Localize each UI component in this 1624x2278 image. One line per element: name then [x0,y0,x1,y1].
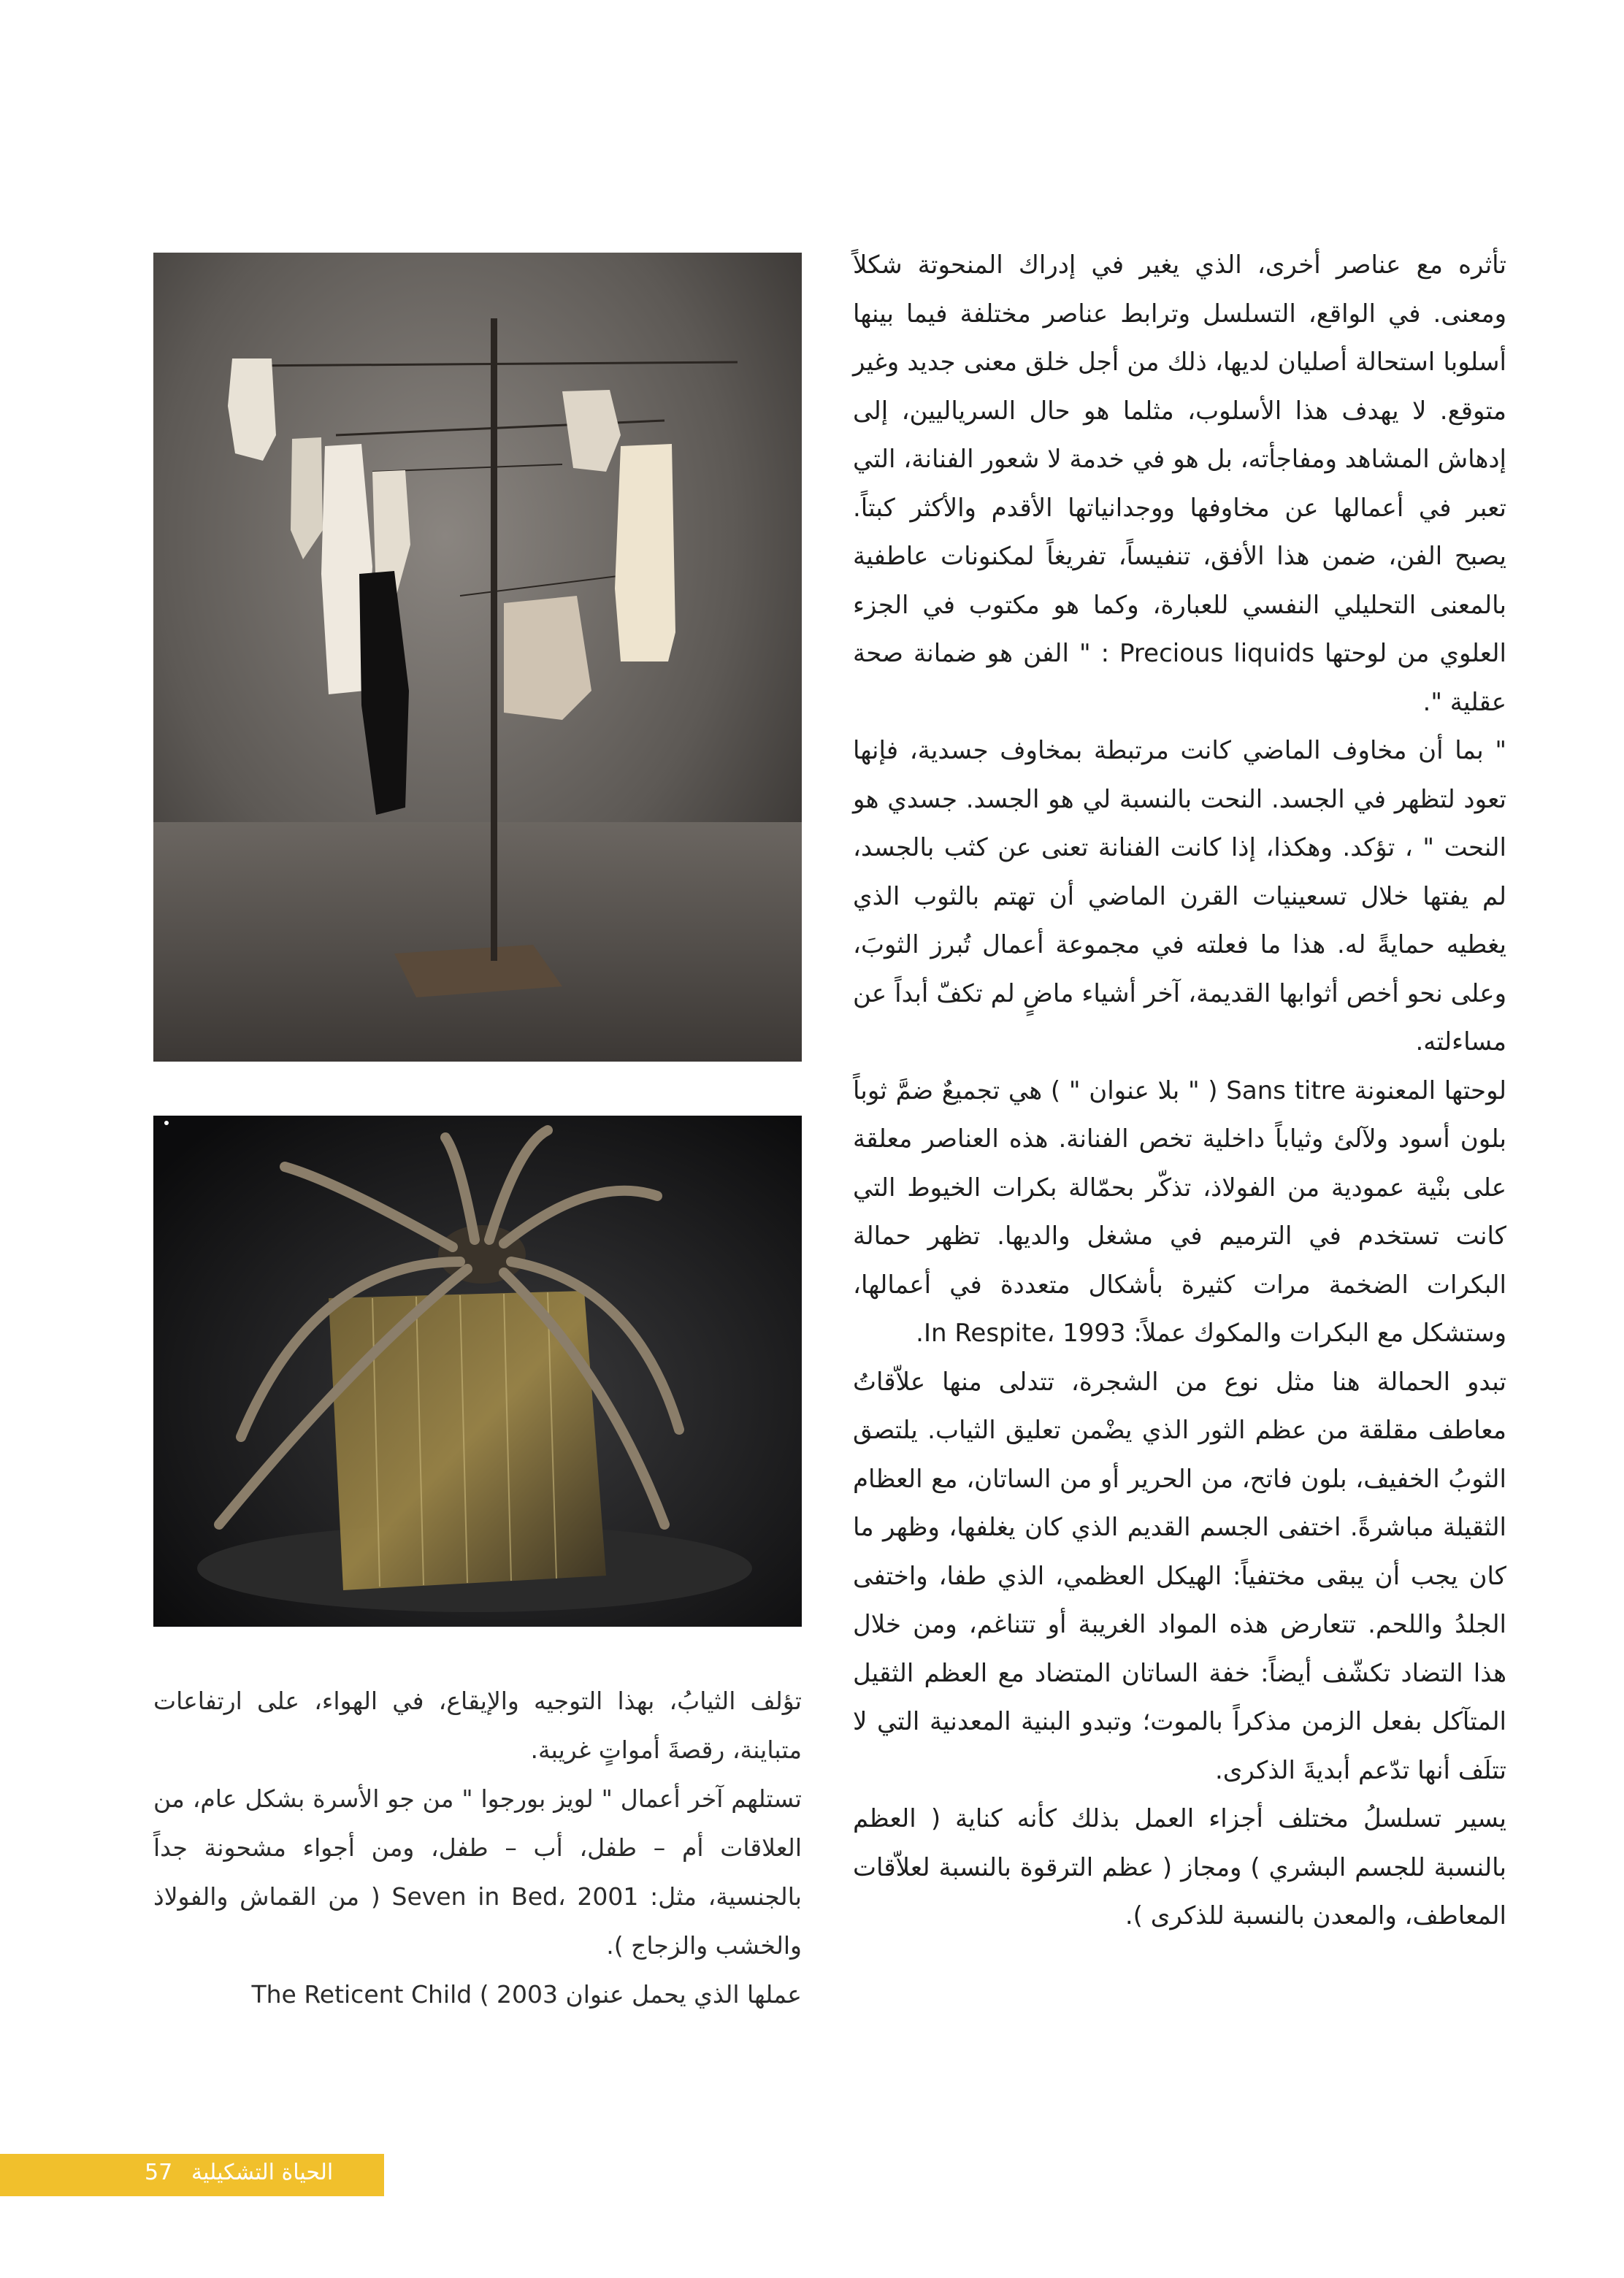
page-number: 57 [145,2160,173,2185]
caption-paragraph: تستلهم آخر أعمال " لويز بورجوا " من جو الأسرة بشكل عام، من العلاقات أم – طفل، أب – طفل، ومن أجواء مشحونة جداً بالجنسية، مثل: Seven in Bed، 2001 ( من القماش والفولاذ والخشب والزجاج ). [153,1784,802,1960]
caption-paragraph: عملها الذي يحمل عنوان The Reticent Child ( 2003 [251,1980,802,2009]
article-body [853,241,1506,1941]
magazine-section-title: الحياة التشكيلية [191,2160,334,2185]
article-paragraph: تبدو الحمالة هنا مثل نوع من الشجرة، تتدلى منها علاّقاتُ معاطف مقلقة من عظم الثور الذي يضْمن تعليق الثياب. يلتصق الثوبُ الخفيف، بلون فاتح، من الحرير أو من الساتان، مع العظام الثقيلة مباشرةً. اختفى الجسم القديم الذي كان يغلفها، وظهر ما كان يجب أن يبقى مختفياً: الهيكل العظمي، الذي طفا، واختفى الجلدُ واللحم. تتعارض هذه المواد الغريبة أو تتناغم، ومن خلال هذا التضاد تكشّف أيضاً: خفة الساتان المتضاد مع العظم الثقيل المتآكل بفعل الزمن مذكراً بالموت؛ وتبدو البنية المعدنية التي لا تتلَف أنها تدّعم أبديةَ الذكرى. [853,1367,1506,1785]
article-paragraph: يسير تسلسلُ مختلف أجزاء العمل بذلك كأنه كناية ( العظم بالنسبة للجسم البشري ) ومجاز ( عظم الترقوة بالنسبة لعلاّقات المعاطف، والمعدن بالنسبة للذكرى ). [853,1804,1506,1930]
article-paragraph: " بما أن مخاوف الماضي كانت مرتبطة بمخاوف جسدية، فإنها تعود لتظهر في الجسد. النحت بالنسبة لي هو الجسد. جسدي هو النحت " ، تؤكد. وهكذا، إذا كانت الفنانة تعنى عن كثب بالجسد، لم يفتها خلال تسعينيات القرن الماضي أن تهتم بالثوب الذي يغطيه حمايةً له. هذا ما فعلته في مجموعة أعمال تُبرز الثوبَ، وعلى نحو أخص أثوابها القديمة، آخر أشياء ماضٍ لم تكفّ أبداً عن مساءلته. [853,736,1506,1056]
article-paragraph: لوحتها المعنونة Sans titre ( " بلا عنوان " ) هي تجميعٌ ضمَّ ثوباً بلون أسود ولآلئ وثياباً داخلية تخص الفنانة. هذه العناصر معلقة على بنْية عمودية من الفولاذ، تذكّر بحمّالة بكرات الخيوط التي كانت تستخدم في الترميم في مشغل والديها. تظهر حمالة البكرات الضخمة مرات كثيرة بأشكال متعددة في أعمالها، وستشكل مع البكرات والمكوك عملاً: In Respite، 1993. [853,1075,1506,1348]
artwork-photo-spider-cage [153,1116,802,1627]
caption-text [153,1676,802,2019]
caption-paragraph: تؤلف الثيابُ، بهذا التوجيه والإيقاع، في الهواء، على ارتفاعات متباينة، رقصةَ أمواتٍ غريبة. [153,1687,802,1764]
article-paragraph: تأثره مع عناصر أخرى، الذي يغير في إدراك المنحوتة شكلاً ومعنى. في الواقع، التسلسل وترابط عناصر مختلفة فيما بينها أسلوبا استحالة أصليان لديها، ذلك من أجل خلق معنى جديد وغير متوقع. لا يهدف هذا الأسلوب، مثلما هو حال السرياليين، إلى إدهاش المشاهد ومفاجأته، بل هو في خدمة لا شعور الفنانة، التي تعبر في أعمالها عن مخاوفها ووجدانياتها الأقدم والأكثر كبتاً. يصبح الفن، ضمن هذا الأفق، تنفيساً، تفريغاً لمكنونات عاطفية بالمعنى التحليلي النفسي للعبارة، وكما هو مكتوب في الجزء العلوي من لوحتها Precious liquids : " الفن هو ضمانة صحة عقلية ". [853,250,1506,717]
artwork-photo-hanging-garments [153,253,802,1062]
